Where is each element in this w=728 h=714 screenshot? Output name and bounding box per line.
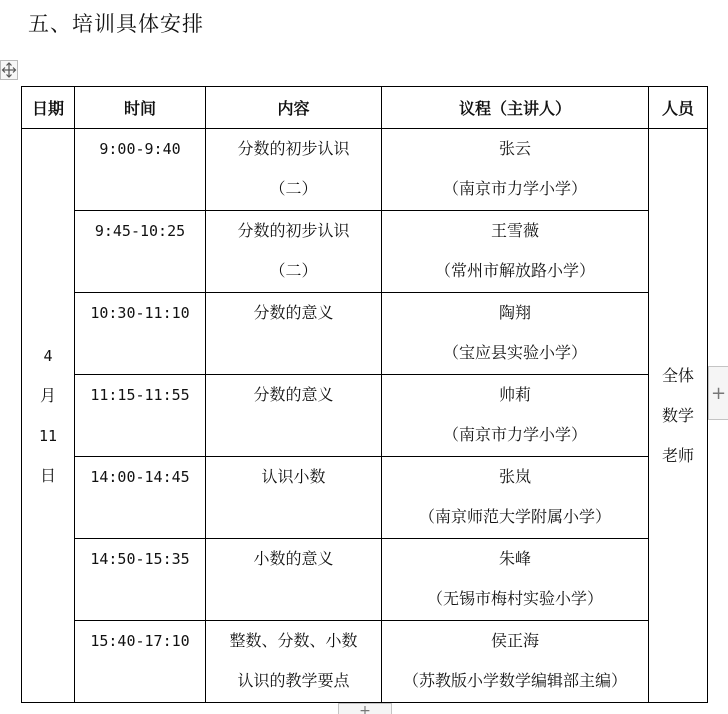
speaker-name: 侯正海 <box>490 631 539 650</box>
time-cell[interactable]: 9:45-10:25 <box>75 211 206 293</box>
time-cell[interactable]: 9:00-9:40 <box>75 129 206 211</box>
people-cell[interactable] <box>649 129 708 703</box>
time-cell[interactable]: 10:30-11:10 <box>75 293 206 375</box>
speaker-org: （南京市力学小学） <box>442 425 587 444</box>
time-cell[interactable]: 14:50-15:35 <box>75 539 206 621</box>
move-arrows-icon <box>1 61 17 79</box>
time-cell[interactable]: 15:40-17:10 <box>75 621 206 703</box>
column-header-date: 日期 <box>22 87 75 129</box>
content-cell[interactable]: 分数的初步认识 （二） <box>206 211 382 293</box>
agenda-cell[interactable] <box>382 211 649 293</box>
date-line: 月 <box>39 385 56 405</box>
table-row <box>22 457 708 539</box>
agenda-cell[interactable] <box>382 539 649 621</box>
table-move-handle[interactable] <box>0 60 18 80</box>
table-row <box>22 293 708 375</box>
column-header-time: 时间 <box>75 87 206 129</box>
content-cell[interactable]: 分数的意义 <box>206 375 382 457</box>
agenda-cell[interactable] <box>382 457 649 539</box>
content-cell[interactable]: 整数、分数、小数 认识的教学要点 <box>206 621 382 703</box>
date-line: 4 <box>43 346 53 365</box>
speaker-name: 张云 <box>498 139 531 158</box>
speaker-org: （南京市力学小学） <box>442 179 587 198</box>
speaker-org: （南京师范大学附属小学） <box>418 507 611 526</box>
people-line: 老师 <box>661 445 694 465</box>
time-cell[interactable]: 14:00-14:45 <box>75 457 206 539</box>
people-line: 全体 <box>661 365 694 385</box>
agenda-cell[interactable] <box>382 375 649 457</box>
column-header-agenda: 议程（主讲人） <box>382 87 649 129</box>
table-row <box>22 211 708 293</box>
schedule-table <box>21 86 708 703</box>
speaker-name: 陶翔 <box>498 303 531 322</box>
speaker-name: 朱峰 <box>498 549 531 568</box>
table-row <box>22 375 708 457</box>
agenda-cell[interactable] <box>382 293 649 375</box>
add-row-button[interactable] <box>338 703 392 714</box>
section-heading: 五、培训具体安排 <box>28 12 204 36</box>
speaker-org: （常州市解放路小学） <box>434 261 595 280</box>
add-column-button[interactable] <box>708 366 728 420</box>
content-cell[interactable]: 小数的意义 <box>206 539 382 621</box>
date-line: 11 <box>38 426 58 445</box>
content-cell[interactable]: 认识小数 <box>206 457 382 539</box>
table-row <box>22 539 708 621</box>
date-line: 日 <box>39 465 56 485</box>
speaker-org: （宝应县实验小学） <box>442 343 587 362</box>
column-header-content: 内容 <box>206 87 382 129</box>
content-cell[interactable]: 分数的初步认识 （二） <box>206 129 382 211</box>
content-cell[interactable]: 分数的意义 <box>206 293 382 375</box>
table-row <box>22 129 708 211</box>
people-line: 数学 <box>661 405 694 425</box>
column-header-people: 人员 <box>649 87 708 129</box>
speaker-name: 张岚 <box>498 467 531 486</box>
speaker-org: （无锡市梅村实验小学） <box>426 589 603 608</box>
table-row <box>22 621 708 703</box>
plus-icon: + <box>710 382 727 404</box>
speaker-org: （苏教版小学数学编辑部主编） <box>402 671 627 690</box>
table-header-row <box>22 87 708 129</box>
speaker-name: 王雪薇 <box>490 221 539 240</box>
plus-icon: + <box>359 703 371 714</box>
date-cell[interactable] <box>22 129 75 703</box>
speaker-name: 帅莉 <box>498 385 531 404</box>
agenda-cell[interactable] <box>382 129 649 211</box>
time-cell[interactable]: 11:15-11:55 <box>75 375 206 457</box>
agenda-cell[interactable] <box>382 621 649 703</box>
